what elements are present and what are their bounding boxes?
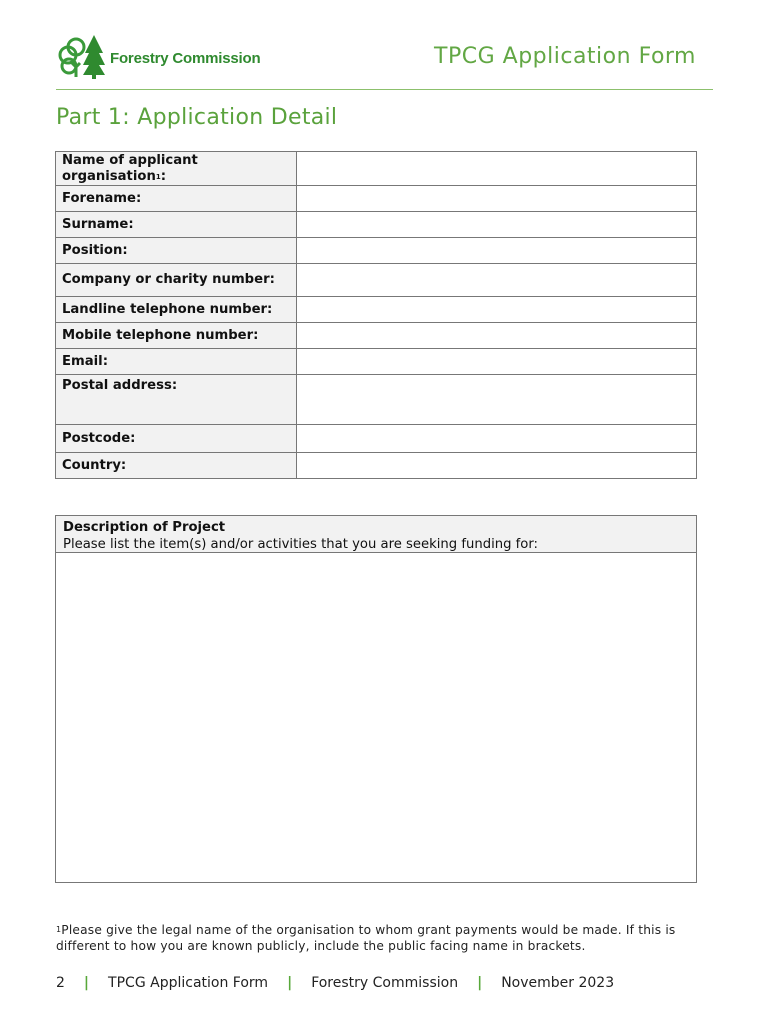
field-label-company-number: Company or charity number: [56,264,297,297]
organisation-label-text: Name of applicant organisation [62,152,198,184]
footnote-number: 1 [56,925,62,934]
organisation-name-field[interactable] [297,152,697,186]
footer-date: November 2023 [501,975,615,991]
footnote-text: Please give the legal name of the organisation to whom grant payments would be made. If this is different to how you are known publicly, include the public facing name in brackets. [56,923,676,953]
tree-logo-icon [56,33,108,79]
form-row-forename [56,186,697,212]
field-label-postcode: Postcode: [56,425,297,453]
landline-field[interactable] [297,297,697,323]
field-label-mobile: Mobile telephone number: [56,323,297,349]
field-label-landline: Landline telephone number: [56,297,297,323]
surname-field[interactable] [297,212,697,238]
field-label-surname: Surname: [56,212,297,238]
form-row-position [56,238,697,264]
forename-field[interactable] [297,186,697,212]
project-description-title: Description of Project [63,520,226,535]
project-description-box [55,515,697,883]
position-field[interactable] [297,238,697,264]
postal-address-field[interactable] [297,375,697,425]
form-row-mobile [56,323,697,349]
form-row-surname [56,212,697,238]
form-row-country [56,453,697,479]
project-description-header [56,516,696,553]
company-number-field[interactable] [297,264,697,297]
document-title: TPCG Application Form [434,44,696,69]
form-row-postal-address [56,375,697,425]
footer-page-number: 2 [56,975,65,991]
field-label-email: Email: [56,349,297,375]
logo-wordmark: Forestry Commission [110,50,261,67]
field-label-position: Position: [56,238,297,264]
project-description-field[interactable] [56,553,696,880]
forestry-commission-logo [56,33,286,79]
field-label-country: Country: [56,453,297,479]
form-row-postcode [56,425,697,453]
field-label-organisation [56,152,297,186]
section-heading: Part 1: Application Detail [56,105,338,130]
footer-separator: | [287,975,293,991]
page-footer [56,975,614,991]
field-label-postal-address: Postal address: [56,375,297,425]
field-label-forename: Forename: [56,186,297,212]
organisation-label-suffix: : [160,168,166,184]
footer-doc-title: TPCG Application Form [108,975,269,991]
applicant-details-table [55,151,697,479]
form-row-email [56,349,697,375]
footnote-marker: 1 [155,172,161,181]
form-row-landline [56,297,697,323]
footnote [56,922,696,954]
mobile-field[interactable] [297,323,697,349]
footer-organisation: Forestry Commission [311,975,459,991]
form-row-company-number [56,264,697,297]
project-description-instruction: Please list the item(s) and/or activities that you are seeking funding for: [63,537,539,552]
header-divider [56,89,713,90]
form-row-organisation [56,152,697,186]
postcode-field[interactable] [297,425,697,453]
country-field[interactable] [297,453,697,479]
footer-separator: | [83,975,90,991]
email-field[interactable] [297,349,697,375]
footer-separator: | [477,975,483,991]
